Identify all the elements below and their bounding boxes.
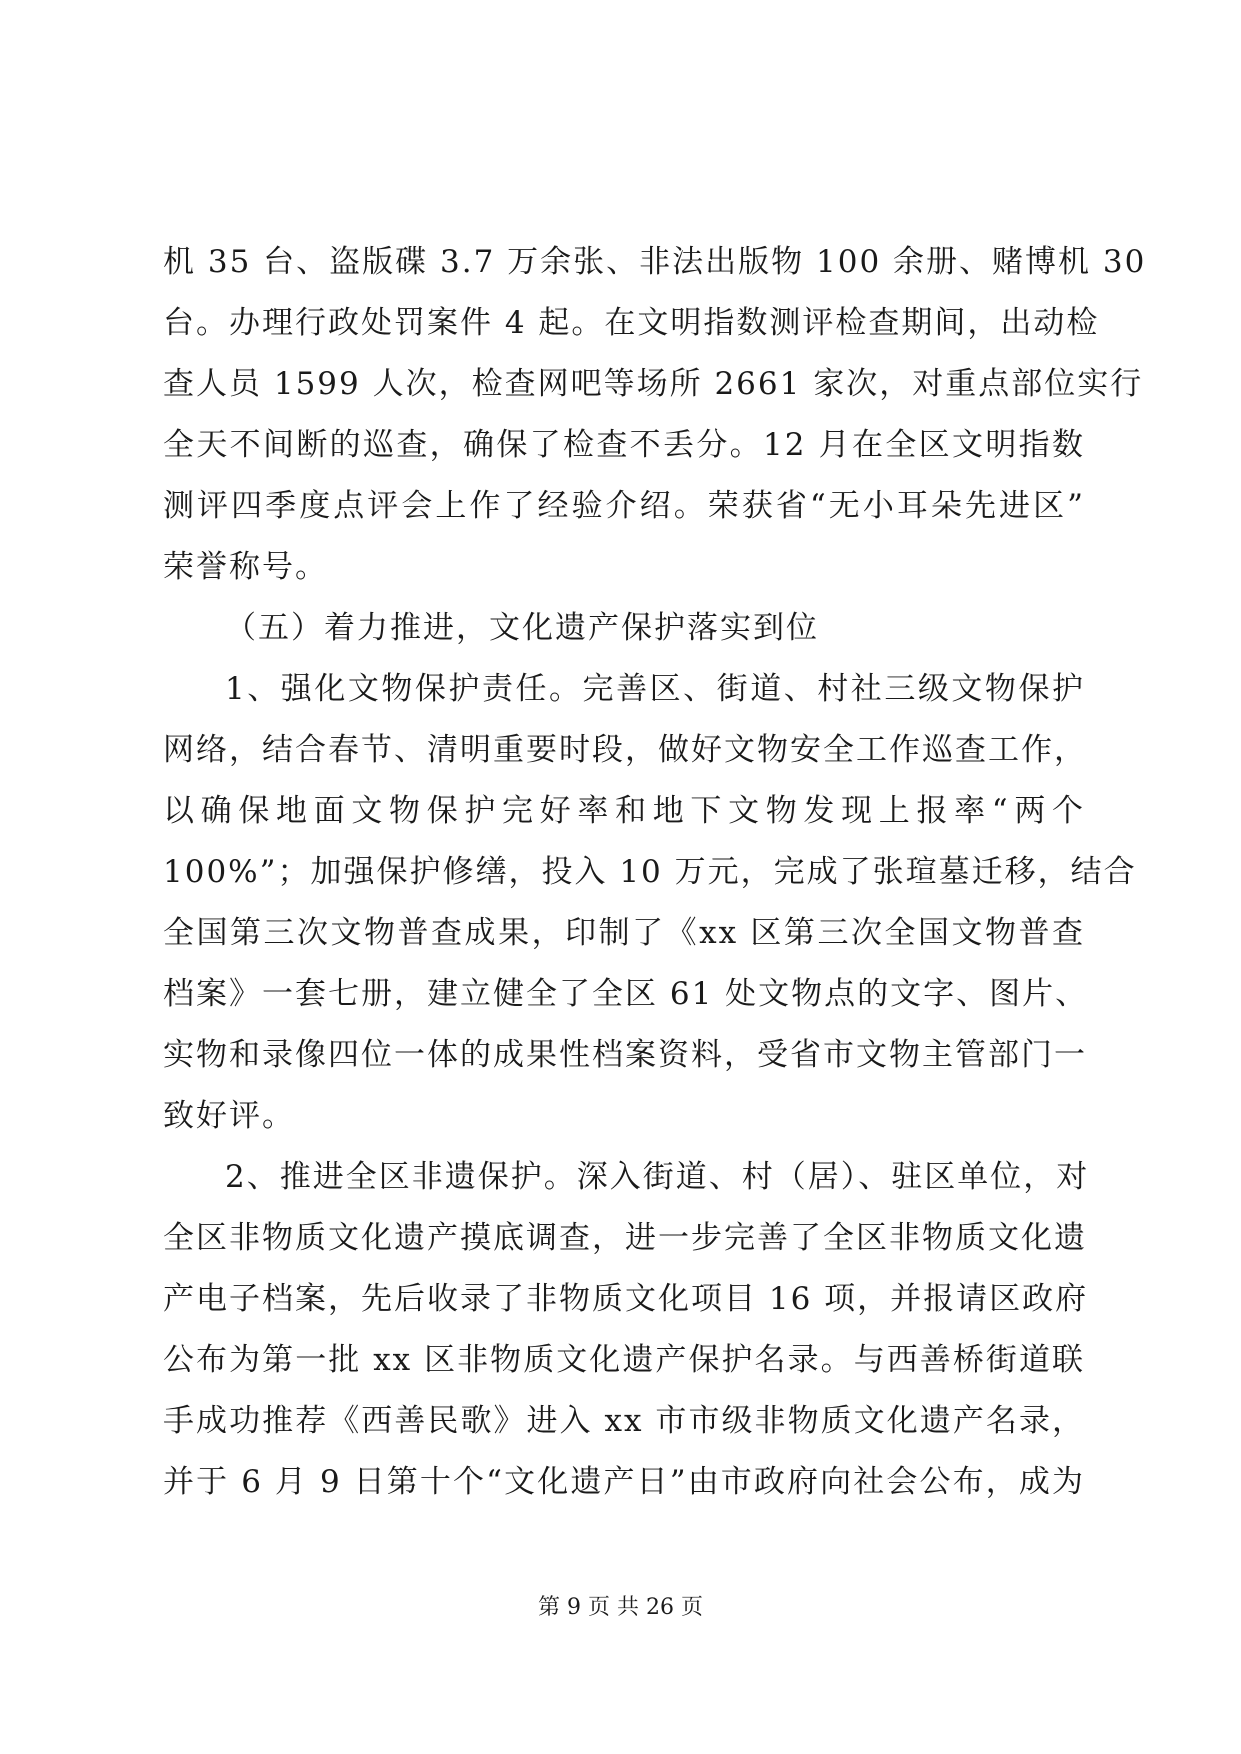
text-line: 产电子档案，先后收录了非物质文化项目 16 项，并报请区政府 bbox=[163, 1281, 1089, 1317]
text-line: 全区非物质文化遗产摸底调查，进一步完善了全区非物质文化遗 bbox=[163, 1220, 1087, 1256]
text-line: 实物和录像四位一体的成果性档案资料，受省市文物主管部门一 bbox=[163, 1037, 1087, 1073]
text-line: 机 35 台、盗版碟 3.7 万余张、非法出版物 100 余册、赌博机 30 bbox=[163, 244, 1147, 280]
text-line: 网络，结合春节、清明重要时段，做好文物安全工作巡查工作， bbox=[163, 732, 1087, 768]
text-line: 全国第三次文物普查成果，印制了《xx 区第三次全国文物普查 bbox=[163, 915, 1085, 951]
text-line: 致好评。 bbox=[163, 1098, 295, 1134]
text-line: 100%”；加强保护修缮，投入 10 万元，完成了张瑄墓迁移，结合 bbox=[163, 854, 1137, 890]
text-line: 荣誉称号。 bbox=[163, 549, 328, 585]
document-body bbox=[163, 232, 1147, 1513]
paragraph-start: 2、推进全区非遗保护。深入街道、村（居）、驻区单位，对 bbox=[225, 1159, 1090, 1195]
text-line: 公布为第一批 xx 区非物质文化遗产保护名录。与西善桥街道联 bbox=[163, 1342, 1085, 1378]
text-line: 并于 6 月 9 日第十个“文化遗产日”由市政府向社会公布，成为 bbox=[163, 1464, 1085, 1500]
text-line: 测评四季度点评会上作了经验介绍。荣获省“无小耳朵先进区” bbox=[163, 488, 1085, 524]
text-line: 台。办理行政处罚案件 4 起。在文明指数测评检查期间，出动检 bbox=[163, 305, 1100, 341]
text-line: 全天不间断的巡查，确保了检查不丢分。12 月在全区文明指数 bbox=[163, 427, 1085, 463]
text-line: 档案》一套七册，建立健全了全区 61 处文物点的文字、图片、 bbox=[163, 976, 1089, 1012]
paragraph-start: 1、强化文物保护责任。完善区、街道、村社三级文物保护 bbox=[225, 671, 1085, 707]
text-line: 手成功推荐《西善民歌》进入 xx 市市级非物质文化遗产名录， bbox=[163, 1403, 1085, 1439]
text-line: 以确保地面文物保护完好率和地下文物发现上报率“两个 bbox=[163, 793, 1085, 829]
section-heading: （五）着力推进，文化遗产保护落实到位 bbox=[225, 610, 819, 646]
text-line: 查人员 1599 人次，检查网吧等场所 2661 家次，对重点部位实行 bbox=[163, 366, 1144, 402]
page-number-footer: 第 9 页 共 26 页 bbox=[538, 1595, 703, 1620]
